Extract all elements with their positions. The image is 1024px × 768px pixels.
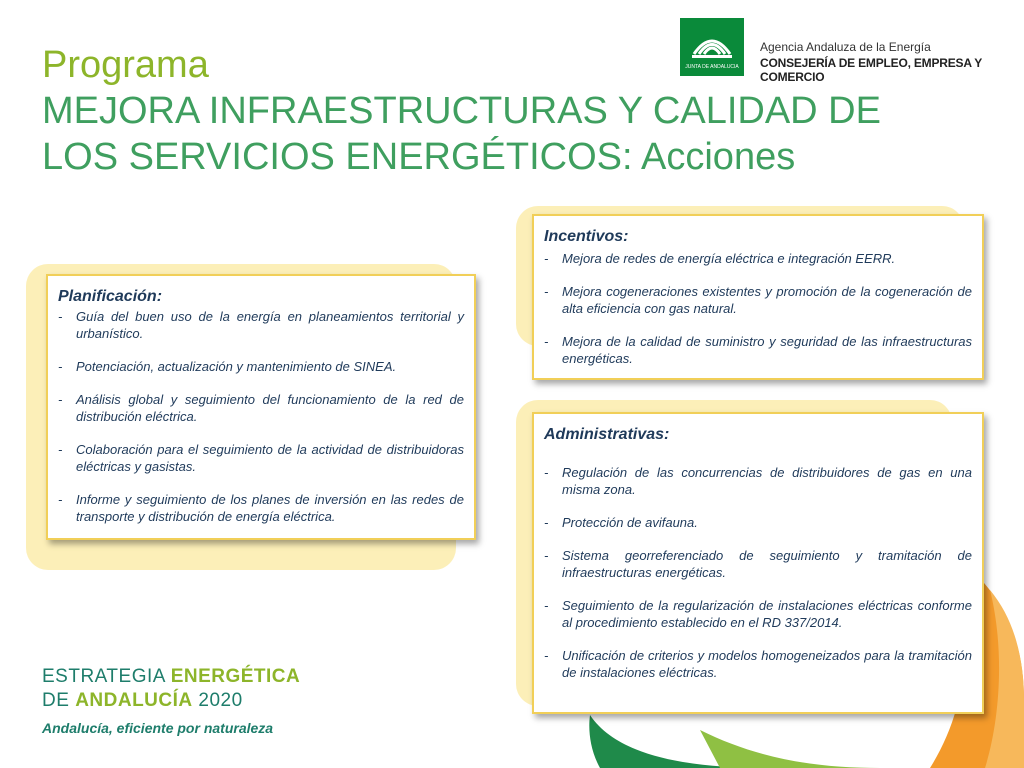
title-line-1: Programa xyxy=(42,44,209,86)
list-item: - Unificación de criterios y modelos homogeneizados para la tramitación de instalaciones eléctricas. xyxy=(544,647,972,681)
administrativas-box xyxy=(532,412,984,714)
planificacion-list xyxy=(58,308,464,525)
list-item: - Protección de avifauna. xyxy=(544,514,972,531)
ministry-name: CONSEJERÍA DE EMPLEO, EMPRESA Y COMERCIO xyxy=(760,56,982,84)
list-item: - Informe y seguimiento de los planes de inversión en las redes de transporte y distribución de energía eléctrica. xyxy=(58,491,464,525)
list-item: - Análisis global y seguimiento del funcionamiento de la red de distribución eléctrica. xyxy=(58,391,464,425)
list-item: - Colaboración para el seguimiento de la actividad de distribuidoras eléctricas y gasistas. xyxy=(58,441,464,475)
brand-line-1 xyxy=(42,666,300,688)
planificacion-heading: Planificación: xyxy=(58,288,163,305)
list-item: - Seguimiento de la regularización de instalaciones eléctricas conforme al procedimiento establecido en el RD 337/2014. xyxy=(544,597,972,631)
administrativas-heading: Administrativas: xyxy=(544,426,670,443)
logo-text: JUNTA DE ANDALUCIA xyxy=(685,64,739,70)
planificacion-box xyxy=(46,274,476,540)
list-item: - Potenciación, actualización y mantenimiento de SINEA. xyxy=(58,358,464,375)
incentivos-list xyxy=(544,250,972,367)
incentivos-box xyxy=(532,214,984,380)
brand-word-andalucia: ANDALUCÍA xyxy=(75,690,193,711)
incentivos-heading: Incentivos: xyxy=(544,228,629,245)
brand-word-energetica: ENERGÉTICA xyxy=(170,666,301,687)
junta-andalucia-logo xyxy=(680,18,744,76)
administrativas-list xyxy=(544,464,972,681)
brand-word-estrategia: ESTRATEGIA xyxy=(42,666,171,687)
agency-name: Agencia Andaluza de la Energía xyxy=(760,40,931,54)
list-item: - Sistema georreferenciado de seguimiento y tramitación de infraestructuras energéticas. xyxy=(544,547,972,581)
list-item: - Mejora cogeneraciones existentes y promoción de la cogeneración de alta eficiencia con gas natural. xyxy=(544,283,972,317)
list-item: - Regulación de las concurrencias de distribuidores de gas en una misma zona. xyxy=(544,464,972,498)
list-item: - Mejora de redes de energía eléctrica e integración EERR. xyxy=(544,250,972,267)
list-item: - Mejora de la calidad de suministro y seguridad de las infraestructuras energéticas. xyxy=(544,333,972,367)
list-item: - Guía del buen uso de la energía en planeamientos territorial y urbanístico. xyxy=(58,308,464,342)
brand-word-de: DE xyxy=(42,690,76,711)
title-line-2: MEJORA INFRAESTRUCTURAS Y CALIDAD DE xyxy=(42,90,881,132)
brand-slogan: Andalucía, eficiente por naturaleza xyxy=(42,720,274,736)
brand-line-2 xyxy=(42,690,243,712)
brand-word-year: 2020 xyxy=(192,690,243,711)
title-line-3: LOS SERVICIOS ENERGÉTICOS: Acciones xyxy=(42,136,796,178)
